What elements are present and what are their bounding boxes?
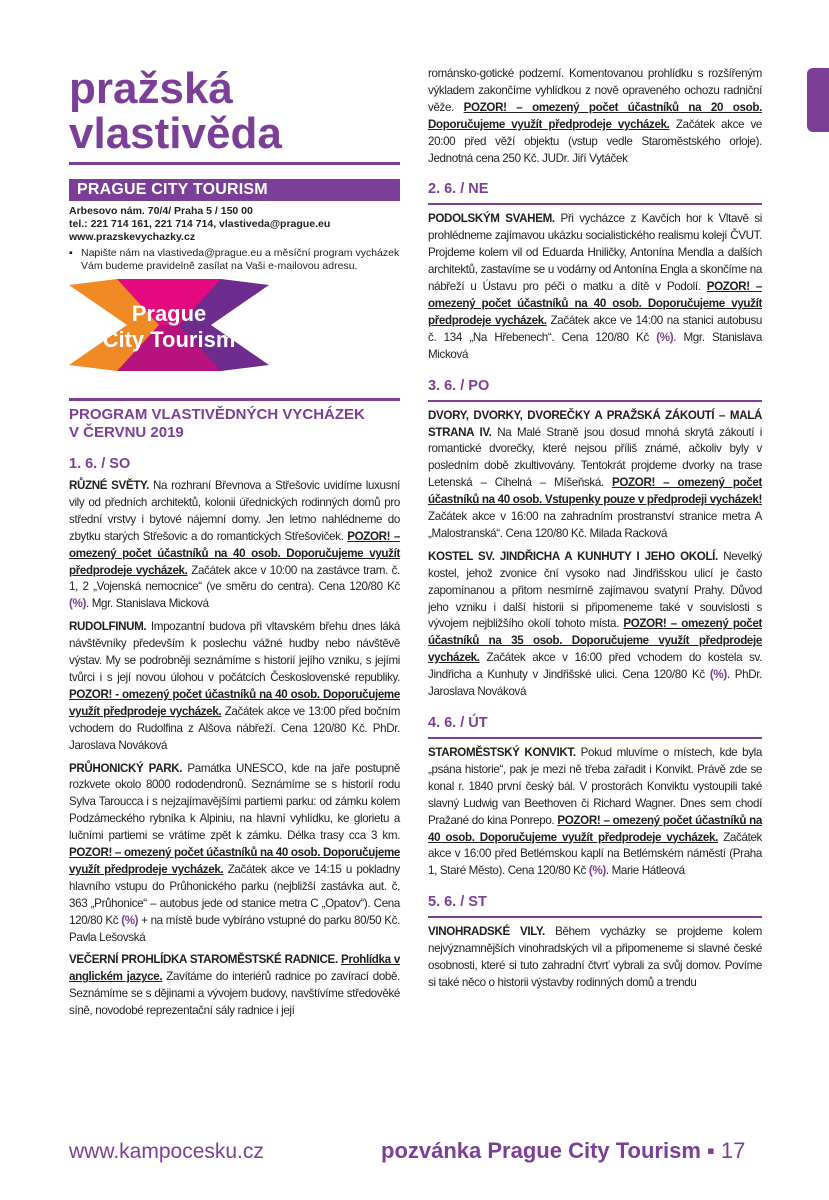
- event-title: RUDOLFINUM.: [69, 620, 147, 634]
- website-link[interactable]: www.prazskevychazky.cz: [69, 231, 196, 243]
- event-warning: POZOR! – omezený počet účastníků na 40 osob. Doporučujeme využít předprodeje vycházek.: [428, 813, 762, 844]
- event-rudolfinum: [69, 619, 400, 754]
- event-guide: . Mgr. Stanislava Micková: [85, 597, 209, 611]
- contact-block: [69, 205, 400, 244]
- event-warning: Prohlídka v anglickém jazyce.: [69, 953, 401, 984]
- newsletter-note: [69, 247, 400, 273]
- event-vinohradske-vily: [428, 924, 762, 992]
- program-title: [69, 406, 400, 442]
- event-details: Začátek akce ve 20:00 před věží objektu (vstup vedle Staroměstského orloje). Jednotná cena 250 Kč. JUDr. Jiří Vytáček: [428, 117, 762, 165]
- date-heading: 1. 6. / SO: [69, 456, 131, 472]
- event-details: Začátek akce v 16:00 před Betlémskou kaplí na Betlémském náměstí (Praha 1, Staré Město). Cena 120/80 Kč: [428, 830, 762, 878]
- right-column: [428, 66, 762, 998]
- event-guide: . Mgr. Stanislava Micková: [428, 330, 762, 361]
- event-warning: POZOR! – omezený počet účastníků na 40 osob. Vstupenky pouze v předprodeji vycházek!: [428, 476, 763, 507]
- date-divider: [428, 737, 762, 739]
- event-title: RŮZNÉ SVĚTY.: [69, 479, 150, 492]
- event-vecerni-prohlidka-continued: [428, 66, 762, 167]
- logo-text-city-tourism: City Tourism: [102, 327, 236, 352]
- event-podolskym-svahem: [428, 211, 762, 363]
- event-details: Začátek akce ve 13:00 před bočním vchodem do Rudolfina z Alšova nábřeží. Cena 120/80 Kč. PhDr. Jaroslava Nováková: [69, 704, 400, 752]
- program-divider: [69, 398, 400, 401]
- phone-email: tel.: 221 714 161, 221 714 714, vlastiveda@prague.eu: [69, 218, 331, 230]
- date-heading: 4. 6. / ÚT: [428, 715, 488, 731]
- footer-website-link[interactable]: www.kampocesku.cz: [69, 1140, 264, 1163]
- org-name-bar: PRAGUE CITY TOURISM: [69, 179, 400, 201]
- discount-icon: (%): [709, 668, 727, 682]
- event-warning: POZOR! – omezený počet účastníků na 20 osob. Doporučujeme využít předprodeje vycházek.: [428, 100, 762, 131]
- discount-icon: (%): [69, 597, 86, 611]
- event-details: Začátek akce ve 14:15 u pokladny hlavního vstupu do Průhonického parku (nejbližší zastávka aut. č. 363 „Průhonice“ – autobus jede od stanice metra C „Opatov“). Cena 120/80 Kč: [69, 862, 400, 927]
- date-divider: [428, 400, 762, 402]
- event-title: KOSTEL SV. JINDŘICHA A KUNHUTY I JEHO OKOLÍ.: [428, 549, 718, 563]
- date-heading: 5. 6. / ST: [428, 894, 487, 911]
- event-title: PODOLSKÝM SVAHEM.: [428, 212, 555, 226]
- event-title: PRŮHONICKÝ PARK.: [69, 761, 183, 775]
- section-tab: [807, 68, 829, 132]
- section-title: [69, 66, 400, 156]
- title-divider: [69, 162, 400, 165]
- bullet-icon: ▪: [69, 247, 73, 259]
- event-title: VEČERNÍ PROHLÍDKA STAROMĚSTSKÉ RADNICE.: [69, 953, 338, 967]
- event-details: Začátek akce v 16:00 na zahradním prostranství stranice metra A „Malostranská“. Cena 120/80 Kč. Milada Racková: [428, 510, 762, 540]
- discount-icon: (%): [588, 864, 606, 878]
- event-details: Začátek akce ve 14:00 na stanici autobusu č. 134 „Na Hřebenech“. Cena 120/80 Kč: [428, 313, 762, 344]
- date-heading: 3. 6. / PO: [428, 377, 490, 394]
- event-text: Během vycházky se projdeme kolem nejvýznamnějších vinohradských vil a připomeneme si slavné české osobnosti, které si tuto zahradní čtvrť vybrali za svůj domov. Povíme si také něco o historii výstavby rodinných domů a trendu: [428, 925, 762, 989]
- event-title: DVORY, DVORKY, DVOREČKY A PRAŽSKÁ ZÁKOUTÍ – MALÁ STRANA IV.: [428, 408, 762, 439]
- event-guide: . Marie Hátleová: [605, 864, 685, 878]
- address: Arbesovo nám. 70/4/ Praha 5 / 150 00: [69, 205, 253, 217]
- logo-text-prague: Prague: [131, 301, 207, 326]
- event-guide: . PhDr. Jaroslava Nováková: [428, 668, 762, 699]
- event-warning: POZOR! – omezený počet účastníků na 35 osob. Doporučujeme využít předprodeje vycházek.: [428, 617, 763, 665]
- event-text: Na rozhraní Břevnova a Střešovic uvidíme luxusní vily od předních architektů, kolonii úřednických rodinných domů pro střední vrstvy i bytové nájemní domy. Jen letmo nahlédneme do zbytku starých Střešovic a do romantických Střešoviček.: [69, 479, 401, 543]
- event-title: VINOHRADSKÉ VILY.: [428, 925, 545, 939]
- prague-city-tourism-logo: [69, 279, 400, 376]
- date-divider: [428, 916, 762, 918]
- event-warning: POZOR! – omezený počet účastníků na 40 osob. Doporučujeme využít předprodeje vycházek.: [69, 846, 400, 876]
- event-details: Začátek akce v 16:00 před vchodem do kostela sv. Jindřicha a Kunhuty v Jindřišské ulici. Cena 120/80 Kč: [428, 651, 762, 682]
- program-title-line2: V ČERVNU 2019: [69, 424, 184, 441]
- event-text: Nevelký kostel, jehož zvonice ční vysoko nad Jindřišskou ulicí je často zapomínanou a přitom nesmírně zajímavou svatyní Prahy. Důvod jeho vzniku i další historii si připomeneme také v souvislosti s vývojem nejbližšího okolí tohoto místa.: [428, 549, 762, 631]
- event-ruzne-svety: [69, 478, 400, 613]
- discount-icon: (%): [656, 330, 674, 344]
- event-details: Začátek akce v 10:00 na zastávce tram. č. 1, 2 „Vojenská nemocnice“ (ve směru do centra). Cena 120/80 Kč: [69, 563, 400, 594]
- logo-graphic: [69, 279, 269, 371]
- event-text: Památka UNESCO, kde na jaře postupně rozkvete okolo 8000 rododendronů. Seznámíme se s historií rodu Sylva Taroucca i s nejzajímavějšími partiemi parku: od zámku kolem Podzámeckého rybníka k Alpiniu, na hlavní vyhlídku, ke glorietu a lučními partiemi se vrátíme zpět k zámku. Délka trasy cca 3 km.: [69, 761, 400, 843]
- discount-icon: (%): [121, 913, 139, 927]
- program-title-line1: PROGRAM VLASTIVĚDNÝCH VYCHÁZEK: [69, 406, 365, 423]
- date-divider: [428, 203, 762, 205]
- footer-label: [381, 1138, 745, 1164]
- event-title: STAROMĚSTSKÝ KONVIKT.: [428, 746, 576, 759]
- event-kostel-sv-jindricha: [428, 549, 762, 701]
- event-dvory-dvorky: [428, 408, 762, 543]
- footer-label-text: pozvánka Prague City Tourism ▪: [381, 1138, 721, 1163]
- section-title-line1: pražská: [69, 64, 233, 113]
- event-guide: + na místě bude vybíráno vstupné do parku 80/50 Kč. Pavla Lešovská: [69, 913, 400, 944]
- event-warning: POZOR! - omezený počet účastníků na 40 osob. Doporučujeme využít předprodeje vycházek.: [69, 687, 400, 718]
- event-text: Na Malé Straně jsou dosud mnohá skrytá zákoutí i romantické dvorečky, které nejsou příliš známé, ačkoliv byly v posledním době zkultivovány. Tentokrát projdeme dvorky na trase Letenská – Cihelná – Míšeňská.: [428, 425, 762, 490]
- page-number: 17: [720, 1138, 746, 1163]
- event-pruhonicky-park: [69, 761, 400, 947]
- event-text: Při vycházce z Kavčích hor k Vltavě si prohlédneme zajímavou ukázku socialistického realismu kolejí ČVUT. Projdeme kolem vil od Eduarda Hniličky, Antonína Mendla a dalších architektů, zastavíme se u vodárny od Antonína Engla a skončíme na nábřeží u Ústavu pro péči o matku a dítě v Podolí.: [428, 212, 762, 294]
- event-text: Impozantní budova při vltavském břehu dnes láká návštěvníky především k poslechu vážné hudby nebo návštěvě výstav. My se podrobněji seznámíme s historií jejího vzniku, s jejími tvůrci i s její novou úlohou v počátcích Československé republiky.: [69, 620, 400, 684]
- event-text: Pokud mluvíme o místech, kde byla „psána historie“, pak je mezi ně třeba zařadit i Konvikt. Právě zde se konal r. 1840 první český bál. V prostorách Konviktu vystoupili také slavný Ludwig van Beethoven či Richard Wagner. Dnes sem chodí Pražané do kina Ponrepo.: [428, 746, 762, 827]
- event-text: Zavítáme do interiérů radnice po zavírací době. Seznámíme se s dějinami a vývojem budovy, navštívíme středověké síně, novodobé reprezentační sály radnice i její: [69, 970, 400, 1018]
- section-title-line2: vlastivěda: [69, 109, 282, 158]
- event-text: románsko-gotické podzemí. Komentovanou prohlídku s rozšířeným výkladem zakončíme vyhlídkou z nově opraveného ochozu radniční věže.: [428, 67, 762, 114]
- event-staromestsky-konvikt: [428, 745, 762, 880]
- event-warning: POZOR! – omezený počet účastníků na 40 osob. Doporučujeme využít předprodeje vycházek.: [428, 280, 762, 327]
- newsletter-text: Napište nám na vlastiveda@prague.eu a měsíční program vycházek Vám budeme pravidelně zasílat na Vaši e-mailovou adresu.: [81, 247, 400, 272]
- left-column: [69, 66, 400, 1026]
- event-warning: POZOR! – omezený počet účastníků na 40 osob. Doporučujeme využít předprodeje vycházek.: [69, 529, 400, 577]
- event-vecerni-prohlidka: [69, 952, 400, 1020]
- date-heading: 2. 6. / NE: [428, 181, 489, 198]
